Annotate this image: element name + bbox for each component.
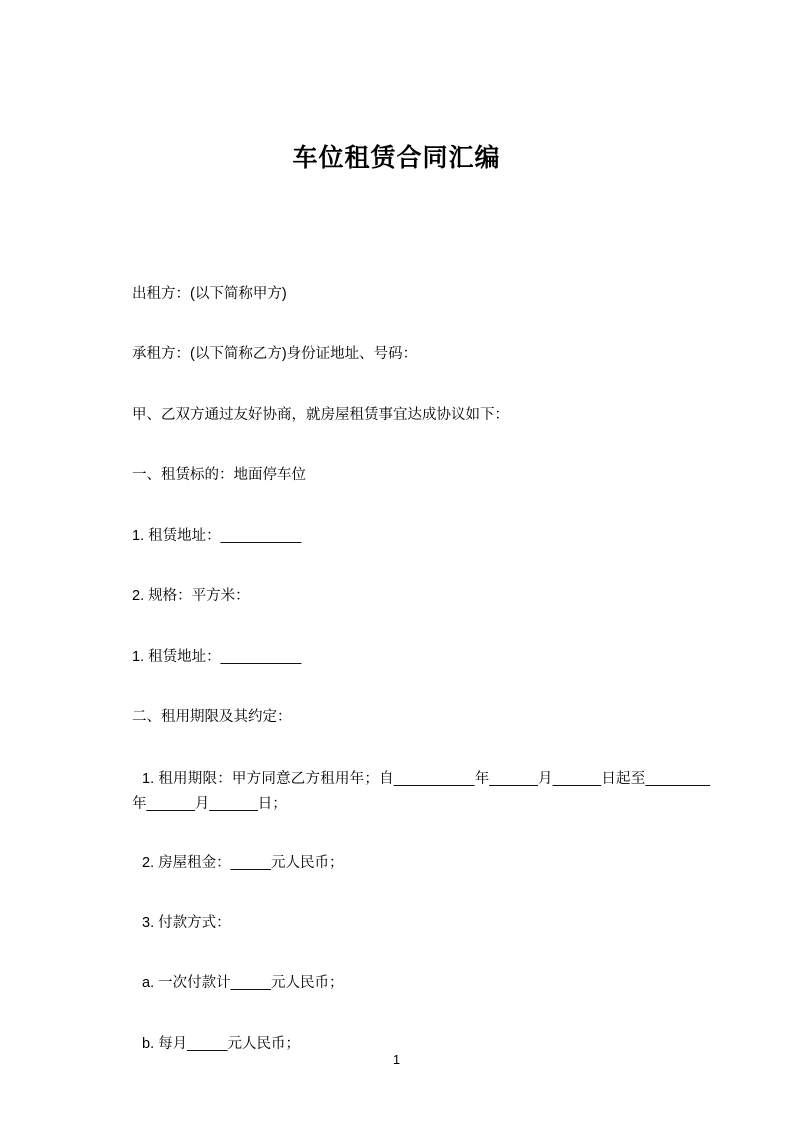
paragraph-lessor: 出租方：(以下简称甲方) <box>132 286 287 302</box>
paragraph-item-1-2: 2. 规格：平方米： <box>132 588 250 605</box>
paragraph-item-1-3: 1. 租赁地址：__________ <box>132 648 302 665</box>
page-number: 1 <box>392 1052 401 1067</box>
page-title: 车位租赁合同汇编 <box>292 144 501 172</box>
paragraph-item-2-3-a: a. 一次付款计_____元人民币； <box>142 975 344 992</box>
paragraph-item-2-1: 1. 租用期限：甲方同意乙方租用年；自__________年______月______日起至________年______月______日； <box>132 770 710 813</box>
paragraph-preamble: 甲、乙双方通过友好协商，就房屋租赁事宜达成协议如下： <box>132 406 509 423</box>
paragraph-lessee: 承租方：(以下简称乙方)身份证地址、号码： <box>132 346 418 363</box>
paragraph-section-two: 二、租用期限及其约定： <box>132 709 292 726</box>
document-body <box>132 283 712 1093</box>
paragraph-item-2-3-b: b. 每月_____元人民币； <box>142 1035 300 1052</box>
paragraph-section-one: 一、租赁标的：地面停车位 <box>132 467 306 484</box>
paragraph-item-1-1: 1. 租赁地址：__________ <box>132 527 302 544</box>
paragraph-item-2-2: 2. 房屋租金：_____元人民币； <box>142 854 344 871</box>
paragraph-item-2-3: 3. 付款方式： <box>142 914 231 931</box>
